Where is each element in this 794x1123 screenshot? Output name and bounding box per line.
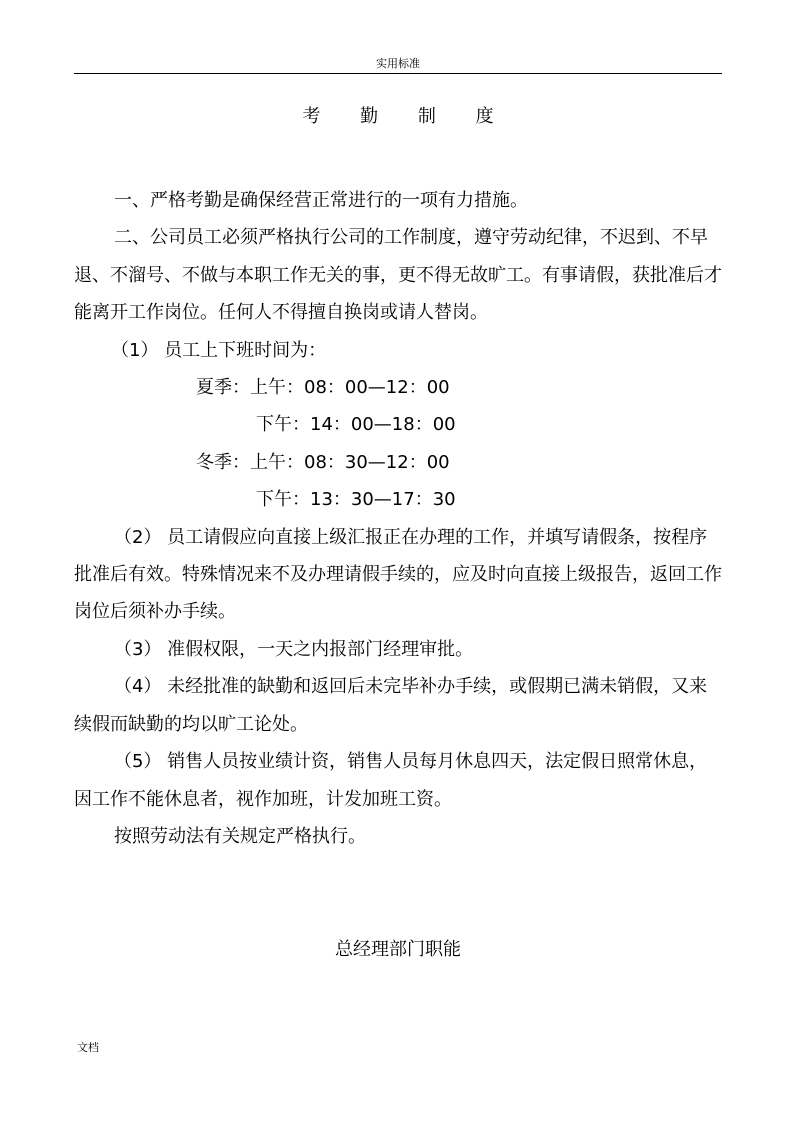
- schedule-summer-am: 夏季：上午：08：00—12：00: [196, 377, 450, 399]
- schedule-winter-am: 冬季：上午：08：30—12：00: [196, 451, 450, 473]
- list-item-2: （2） 员工请假应向直接上级汇报正在办理的工作，并填写请假条，按程序批准后有效。特殊情况来不及办理请假手续的，应及时向直接上级报告，返回工作岗位后须补办手续。: [74, 526, 722, 623]
- header-divider: [74, 73, 722, 74]
- closing-paragraph: 按照劳动法有关规定严格执行。: [114, 825, 366, 847]
- schedule-winter-pm: 下午：13：30—17：30: [256, 489, 456, 511]
- document-body: [74, 182, 722, 855]
- schedule-summer-pm: 下午：14：00—18：00: [256, 414, 456, 436]
- list-item-3: （3） 准假权限，一天之内报部门经理审批。: [114, 638, 474, 660]
- document-title: 考 勤 制 度: [302, 106, 511, 127]
- paragraph-2: 二、公司员工必须严格执行公司的工作制度，遵守劳动纪律，不迟到、不早退、不溜号、不做与本职工作无关的事，更不得无故旷工。有事请假，获批准后才能离开工作岗位。任何人不得擅自换岗或请人替岗。: [74, 227, 722, 324]
- paragraph-1: 一、严格考勤是确保经营正常进行的一项有力措施。: [114, 190, 528, 211]
- list-item-1: （1） 员工上下班时间为：: [111, 339, 327, 361]
- list-item-5: （5） 销售人员按业绩计资，销售人员每月休息四天，法定假日照常休息，因工作不能休息者，视作加班，计发加班工资。: [74, 751, 708, 810]
- section-title: 总经理部门职能: [335, 939, 461, 960]
- page-header: 实用标准: [376, 57, 420, 70]
- page-footer: 文档: [77, 1041, 99, 1054]
- list-item-4: （4） 未经批准的缺勤和返回后未完毕补办手续，或假期已满未销假，又来续假而缺勤的均以旷工论处。: [74, 676, 708, 735]
